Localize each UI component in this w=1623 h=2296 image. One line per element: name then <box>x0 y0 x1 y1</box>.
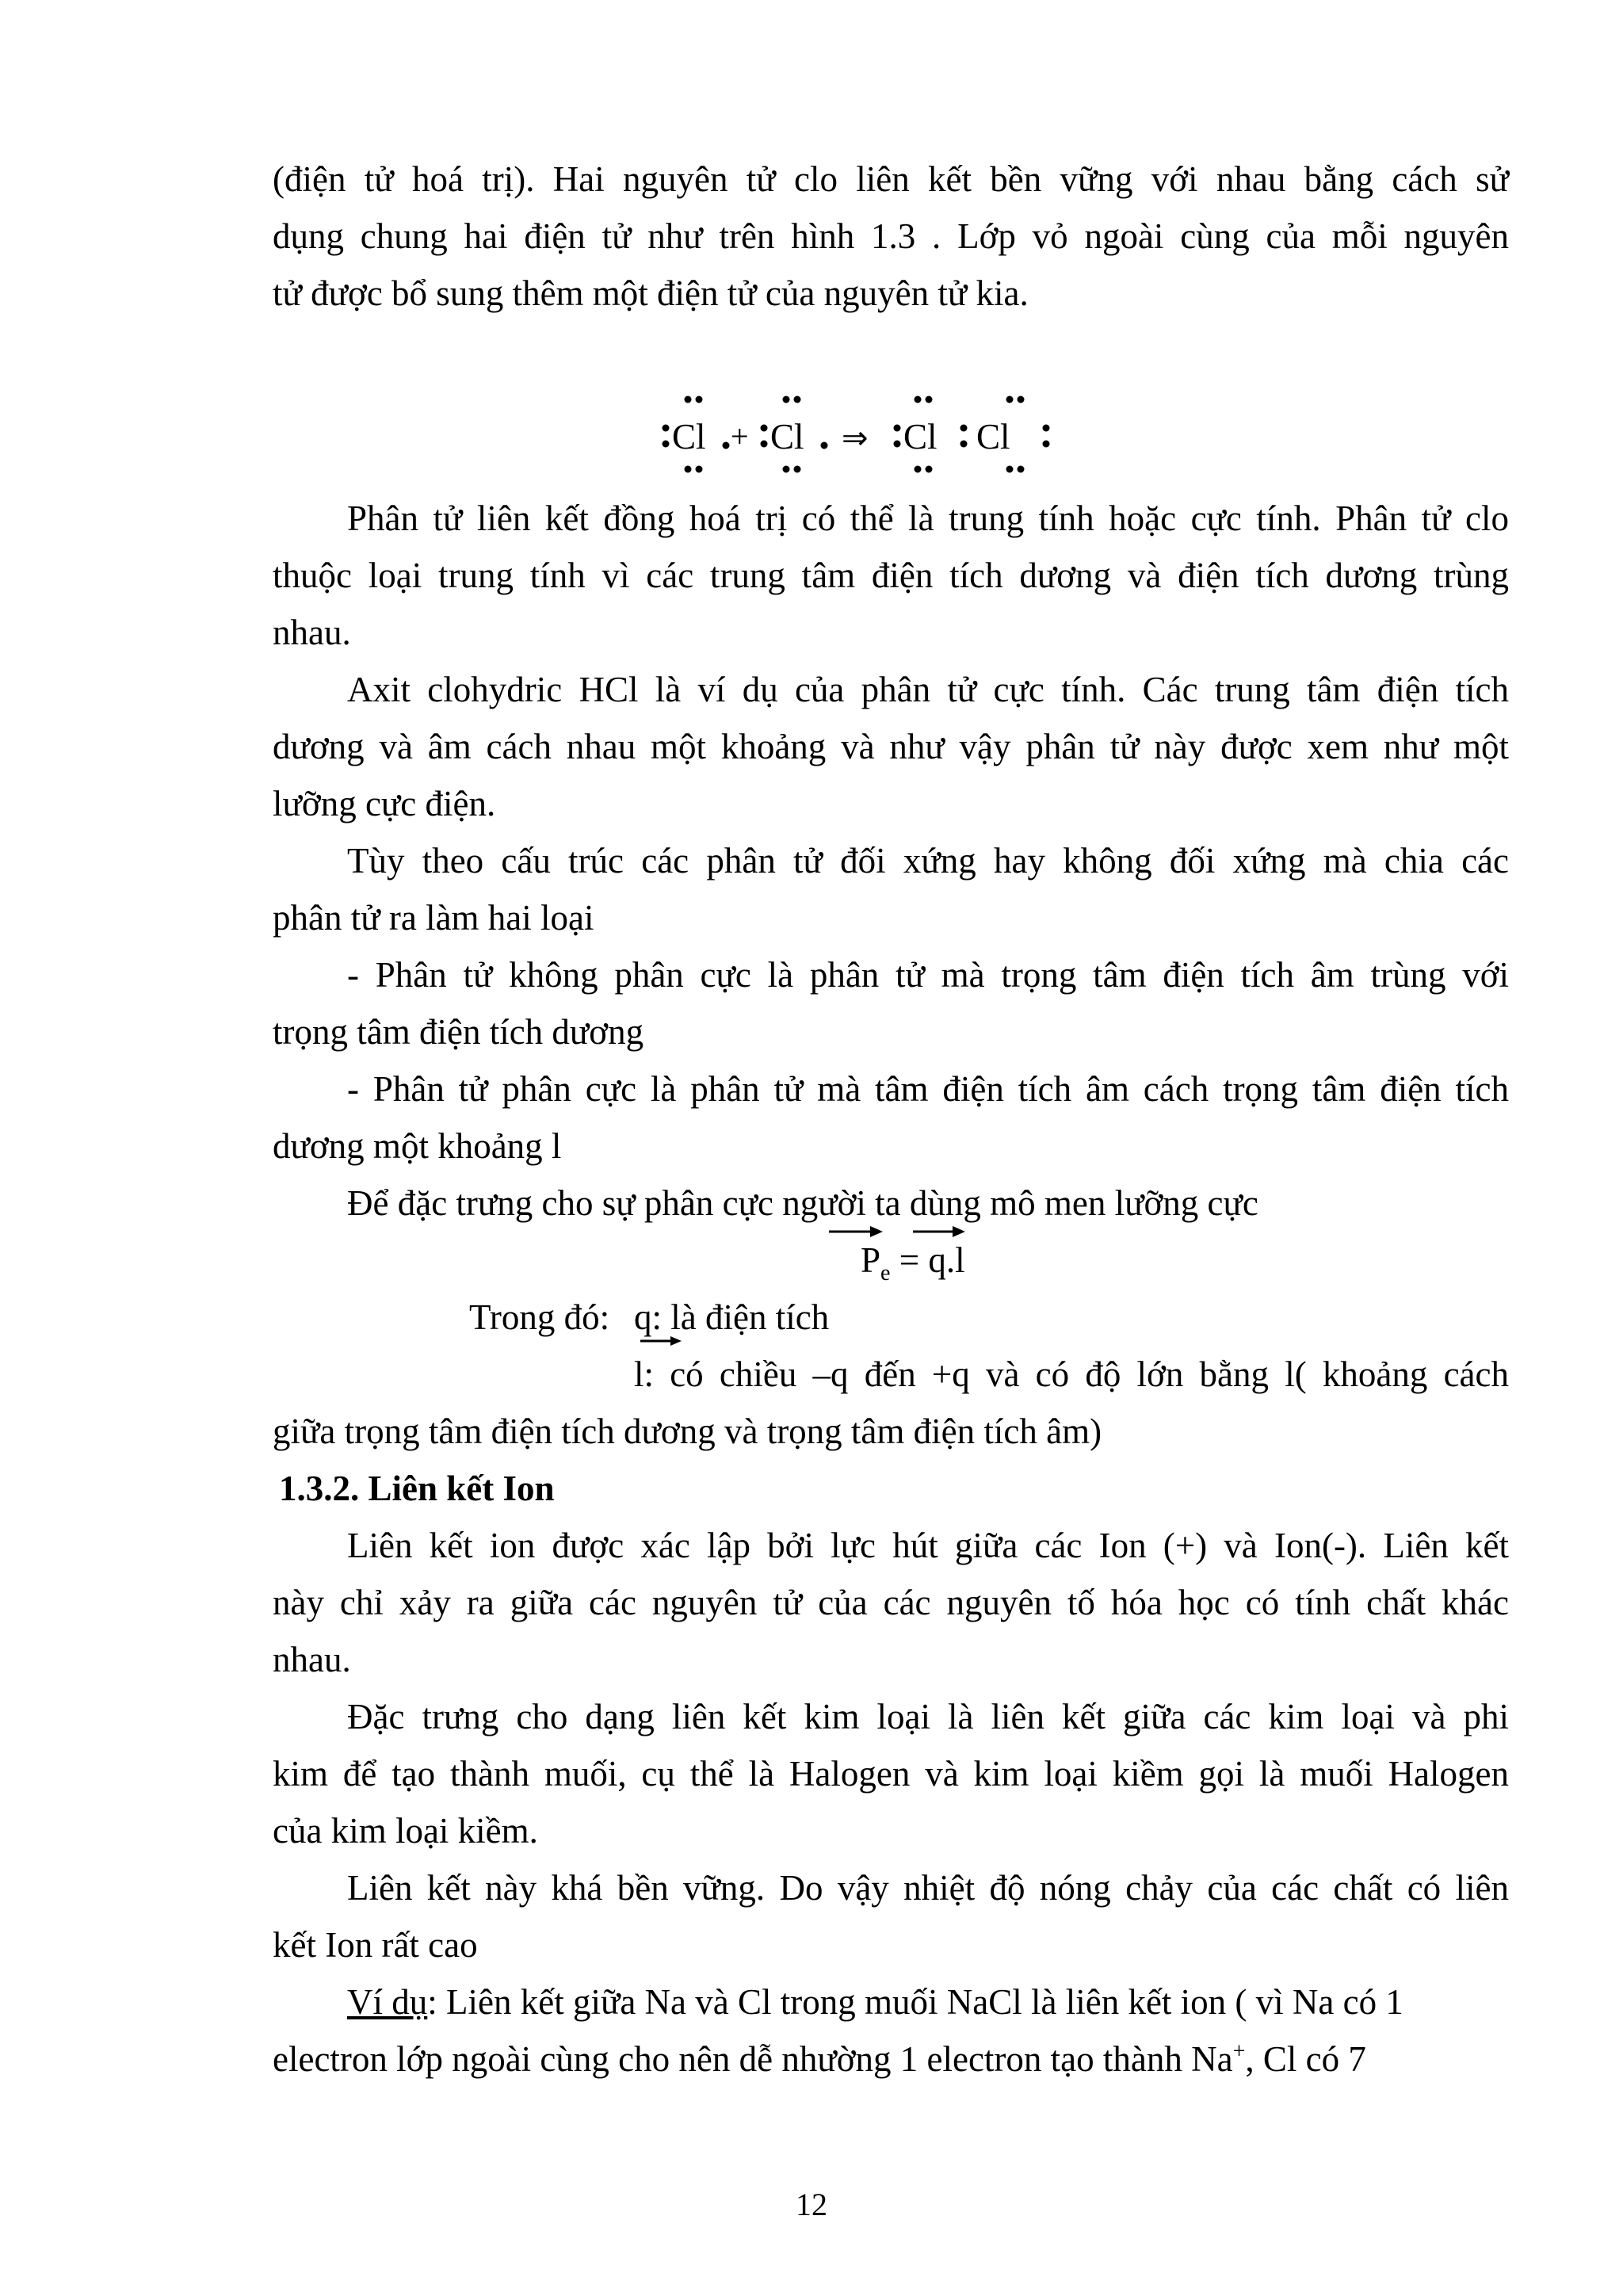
example-label: Ví dụ <box>347 1982 428 2022</box>
paragraph-line: lưỡng cực điện. <box>273 784 496 823</box>
dipole-moment-formula <box>824 1221 999 1284</box>
dipole-symbol: P <box>861 1240 881 1280</box>
lewis-structure-equation <box>650 387 1062 482</box>
paragraph-line: Tùy theo cấu trúc các phân tử đối xứng hay không đối xứng mà chia các <box>347 841 1509 881</box>
where-l: l: có chiều –q đến +q và có độ lớn bằng l( khoảng cách <box>634 1354 1509 1394</box>
section-heading: 1.3.2. Liên kết Ion <box>279 1469 555 1508</box>
paragraph-line: Liên kết này khá bền vững. Do vậy nhiệt độ nóng chảy của các chất có liên <box>347 1868 1509 1908</box>
chlorine-atom-3: Cl <box>903 417 938 457</box>
paragraph-line: (điện tử hoá trị). Hai nguyên tử clo liên kết bền vững với nhau bằng cách sử <box>273 159 1509 199</box>
paragraph-line: kết Ion rất cao <box>273 1925 478 1965</box>
example-line <box>347 1978 1509 2026</box>
paragraph-line: này chỉ xảy ra giữa các nguyên tử của các nguyên tố hóa học có tính chất khác <box>273 1583 1509 1622</box>
paragraph-line: dương và âm cách nhau một khoảng và như vậy phân tử này được xem như một <box>273 727 1509 766</box>
implies-arrow: ⇒ <box>842 420 869 456</box>
paragraph-line: Axit clohydric HCl là ví dụ của phân tử cực tính. Các trung tâm điện tích <box>347 670 1509 709</box>
example-text-a: electron lớp ngoài cùng cho nên dễ nhường 1 electron tạo thành Na <box>273 2039 1233 2079</box>
paragraph-line: Đặc trưng cho dạng liên kết kim loại là liên kết giữa các kim loại và phi <box>347 1697 1509 1736</box>
plus-sign: + <box>731 418 749 454</box>
paragraph-line: dương một khoảng l <box>273 1126 562 1166</box>
example-line-2 <box>273 2035 1509 2083</box>
paragraph-line: trọng tâm điện tích dương <box>273 1012 644 1052</box>
page-number: 12 <box>796 2187 827 2222</box>
paragraph-line: nhau. <box>273 1640 351 1679</box>
dipole-subscript: e <box>880 1261 891 1286</box>
chlorine-atom-4: Cl <box>976 417 1010 457</box>
paragraph-line: dụng chung hai điện tử như trên hình 1.3 . Lớp vỏ ngoài cùng của mỗi nguyên <box>273 216 1509 256</box>
paragraph-line: - Phân tử phân cực là phân tử mà tâm điện tích âm cách trọng tâm điện tích <box>347 1069 1509 1109</box>
paragraph-line: phân tử ra làm hai loại <box>273 898 594 938</box>
chlorine-atom-2: Cl <box>770 417 804 457</box>
l-vector-arrow <box>639 1333 686 1349</box>
paragraph-line: tử được bổ sung thêm một điện tử của nguyên tử kia. <box>273 273 1029 313</box>
paragraph-line: thuộc loại trung tính vì các trung tâm điện tích dương và điện tích dương trùng <box>273 556 1509 595</box>
paragraph-line: của kim loại kiềm. <box>273 1811 538 1851</box>
where-label: Trong đó: <box>469 1297 610 1337</box>
paragraph-line: giữa trọng tâm điện tích dương và trọng tâm điện tích âm) <box>273 1412 1102 1451</box>
example-text: : Liên kết giữa Na và Cl trong muối NaCl là liên kết ion ( vì Na có 1 <box>427 1982 1403 2022</box>
superscript-plus: + <box>1232 2039 1246 2064</box>
chlorine-atom-1: Cl <box>672 417 706 457</box>
paragraph-line: nhau. <box>273 613 351 652</box>
paragraph-line: kim để tạo thành muối, cụ thể là Halogen và kim loại kiềm gọi là muối Halogen <box>273 1754 1509 1794</box>
paragraph-line: Liên kết ion được xác lập bởi lực hút giữa các Ion (+) và Ion(-). Liên kết <box>347 1526 1509 1565</box>
paragraph-line: - Phân tử không phân cực là phân tử mà trọng tâm điện tích âm trùng với <box>347 955 1509 995</box>
example-text-b: , Cl có 7 <box>1245 2039 1366 2079</box>
paragraph-line: Phân tử liên kết đồng hoá trị có thể là trung tính hoặc cực tính. Phân tử clo <box>347 499 1509 538</box>
paragraph-line: Để đặc trưng cho sự phân cực người ta dùng mô men lưỡng cực <box>347 1183 1258 1223</box>
where-q: q: là điện tích <box>634 1297 830 1337</box>
formula-rhs: = q.l <box>890 1240 965 1280</box>
